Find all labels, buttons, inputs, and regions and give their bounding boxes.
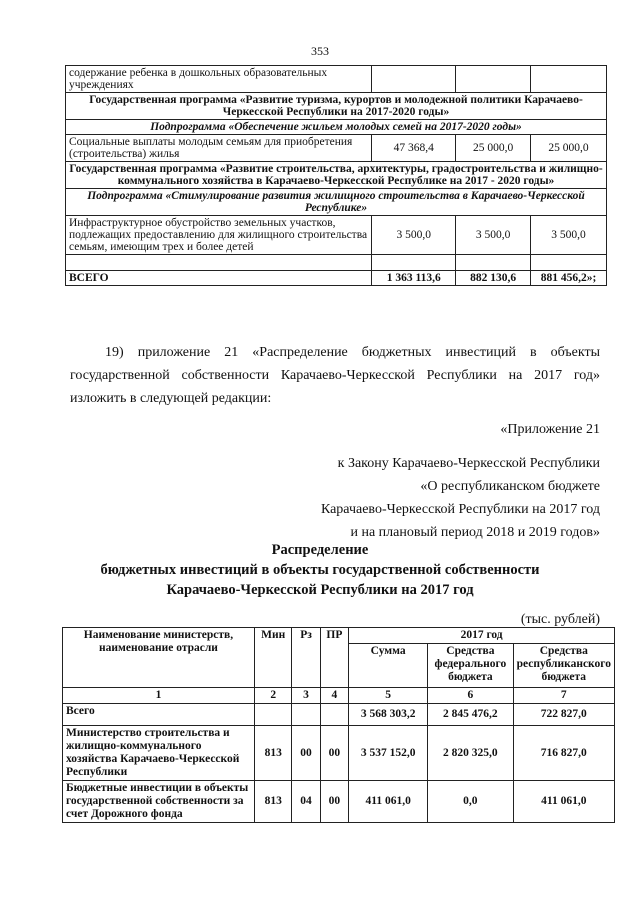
column-index: 5	[349, 688, 428, 704]
column-index: 7	[513, 688, 614, 704]
title-line: Распределение	[271, 542, 369, 558]
row-name	[66, 255, 372, 271]
column-index: 4	[320, 688, 349, 704]
row-rz	[292, 704, 320, 726]
row-value-2018: 25 000,0	[456, 135, 531, 162]
header-min: Мин	[254, 628, 291, 688]
row-min: 813	[254, 781, 291, 823]
column-index: 1	[63, 688, 255, 704]
subprogram-heading: Подпрограмма «Стимулирование развития жилищного строительства в Карачаево-Черкесской Республике»	[66, 189, 607, 216]
total-2019: 881 456,2»;	[531, 271, 607, 286]
row-value-2019: 25 000,0	[531, 135, 607, 162]
subprogram-heading: Подпрограмма «Обеспечение жильем молодых семей на 2017-2020 годы»	[66, 120, 607, 135]
row-sum: 3 568 303,2	[349, 704, 428, 726]
header-sum: Сумма	[349, 644, 428, 688]
header-pr: ПР	[320, 628, 349, 688]
program-heading: Государственная программа «Развитие туризма, курортов и молодежной политики Карачаево-Черкесской Республики на 2017-2020 годы»	[66, 93, 607, 120]
row-rz: 04	[292, 781, 320, 823]
row-name: Министерство строительства и жилищно-коммунального хозяйства Карачаево-Черкесской Республики	[63, 726, 255, 781]
appendix-line: и на плановый период 2018 и 2019 годов»	[350, 525, 600, 540]
header-rz: Рз	[292, 628, 320, 688]
column-index: 2	[254, 688, 291, 704]
appendix-line: «О республиканском бюджете	[420, 479, 600, 494]
row-min	[254, 704, 291, 726]
appendix-label: «Приложение 21	[500, 422, 600, 437]
funding-table-continuation	[65, 65, 607, 286]
appendix-line: Карачаево-Черкесской Республики на 2017 год	[320, 502, 600, 517]
table-row	[66, 216, 607, 255]
amendment-text: 19) приложение 21 «Распределение бюджетных инвестиций в объекты государственной собственности Карачаево-Черкесской Республики на 2017 год» изложить в следующей редакции:	[70, 345, 600, 406]
appendix-caption	[321, 452, 600, 544]
row-value-2017: 47 368,4	[372, 135, 456, 162]
investments-table	[62, 627, 615, 823]
row-value-2018	[456, 66, 531, 93]
header-federal: Средства федерального бюджета	[428, 644, 513, 688]
header-name: Наименование министерств, наименование отрасли	[63, 628, 255, 688]
amendment-paragraph	[70, 341, 600, 410]
total-row	[66, 271, 607, 286]
row-pr	[320, 704, 349, 726]
program-heading: Государственная программа «Развитие строительства, архитектуры, градостроительства и жилищно-коммунального хозяйства в Карачаево-Черкесской Республике на 2017 - 2020 годы»	[66, 162, 607, 189]
total-label: ВСЕГО	[66, 271, 372, 286]
column-index-row	[63, 688, 615, 704]
row-sum: 411 061,0	[349, 781, 428, 823]
row-federal: 0,0	[428, 781, 513, 823]
header-republican: Средства республиканского бюджета	[513, 644, 614, 688]
row-republican: 716 827,0	[513, 726, 614, 781]
row-republican: 411 061,0	[513, 781, 614, 823]
row-value-2019	[531, 255, 607, 271]
row-name: Инфраструктурное обустройство земельных участков, подлежащих предоставлению для жилищного строительства семьям, имеющим трех и более детей	[66, 216, 372, 255]
title-line: бюджетных инвестиций в объекты государственной собственности	[100, 562, 540, 578]
row-value-2019	[531, 66, 607, 93]
row-rz: 00	[292, 726, 320, 781]
row-value-2017	[372, 66, 456, 93]
row-republican: 722 827,0	[513, 704, 614, 726]
table-row	[66, 66, 607, 93]
table-row	[63, 726, 615, 781]
program-heading-row	[66, 93, 607, 120]
units-label: (тыс. рублей)	[520, 612, 600, 627]
row-value-2018: 3 500,0	[456, 216, 531, 255]
table-row	[66, 255, 607, 271]
row-min: 813	[254, 726, 291, 781]
row-value-2019: 3 500,0	[531, 216, 607, 255]
row-pr: 00	[320, 781, 349, 823]
row-name: Бюджетные инвестиции в объекты государственной собственности за счет Дорожного фонда	[63, 781, 255, 823]
row-name: содержание ребенка в дошкольных образовательных учреждениях	[66, 66, 372, 93]
program-heading-row	[66, 162, 607, 189]
column-index: 6	[428, 688, 513, 704]
row-federal: 2 845 476,2	[428, 704, 513, 726]
row-pr: 00	[320, 726, 349, 781]
row-value-2018	[456, 255, 531, 271]
table-row	[63, 781, 615, 823]
page-number: 353	[311, 44, 329, 58]
table-row	[63, 704, 615, 726]
total-2017: 1 363 113,6	[372, 271, 456, 286]
document-title	[0, 540, 640, 600]
appendix-line: к Закону Карачаево-Черкесской Республики	[337, 456, 600, 471]
table-row	[66, 135, 607, 162]
title-line: Карачаево-Черкесской Республики на 2017 год	[166, 582, 474, 598]
subprogram-heading-row	[66, 120, 607, 135]
row-name: Всего	[63, 704, 255, 726]
table-header-row	[63, 628, 615, 644]
header-year: 2017 год	[349, 628, 615, 644]
row-value-2017	[372, 255, 456, 271]
subprogram-heading-row	[66, 189, 607, 216]
row-name: Социальные выплаты молодым семьям для приобретения (строительства) жилья	[66, 135, 372, 162]
row-value-2017: 3 500,0	[372, 216, 456, 255]
row-sum: 3 537 152,0	[349, 726, 428, 781]
column-index: 3	[292, 688, 320, 704]
total-2018: 882 130,6	[456, 271, 531, 286]
row-federal: 2 820 325,0	[428, 726, 513, 781]
